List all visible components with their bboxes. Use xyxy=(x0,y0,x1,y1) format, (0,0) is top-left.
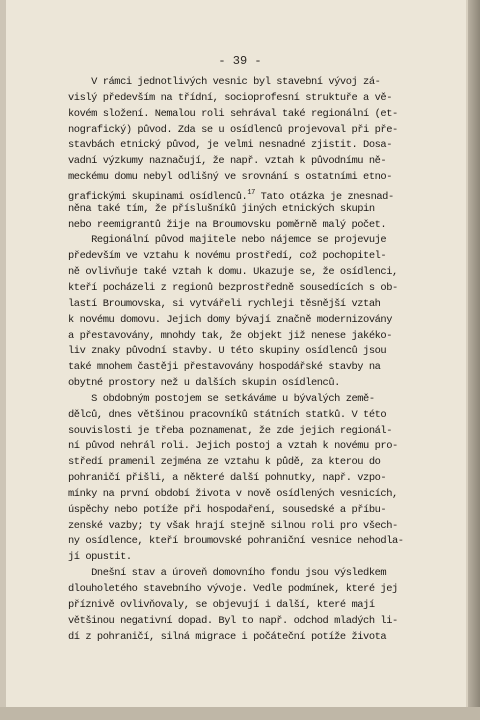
text-line: liv znaky původní stavby. U této skupiny osídlenců jsou xyxy=(68,345,387,358)
text-line: většinou negativní dopad. Byl to např. odchod mladých li- xyxy=(68,614,398,627)
text-line: dí z pohraničí, silná migrace i počáteční potíže života xyxy=(68,630,387,643)
text-line: meckému domu nebyl odlišný ve srovnání s ostatními etno- xyxy=(68,171,392,184)
text-line: nebo reemigrantů žije na Broumovsku poměrně malý počet. xyxy=(68,218,387,231)
text-line: ní původ nehrál roli. Jejich postoj a vztah k novému pro- xyxy=(68,440,398,453)
text-line: nografický) původ. Zda se u osídlenců projevoval při pře- xyxy=(68,123,398,136)
text-line: souvislosti je třeba poznamenat, že zde jejich regionál- xyxy=(68,424,392,437)
text-line: především ve vztahu k novému prostředí, což pochopitel- xyxy=(68,250,387,263)
text-line: úspěchy nebo potíže při hospodaření, sousedské a příbu- xyxy=(68,503,387,516)
text-line: grafickými skupinami osídlenců.$^{17}$ Tato otázka je znesnad- xyxy=(68,188,394,203)
text-line: ny osídlence, kteří broumovské pohraniční vesnice nehodla- xyxy=(68,535,404,548)
text-line: dělců, dnes většinou pracovníků státních statků. V této xyxy=(68,408,387,421)
text-line: k novému domovu. Jejich domy bývají značně modernizovány xyxy=(68,313,392,326)
text-line: dlouholetého stavebního vývoje. Vedle podmínek, které jej xyxy=(68,583,398,595)
page-bottom-edge xyxy=(0,707,480,720)
text-line: Dnešní stav a úroveň domovního fondu jsou výsledkem xyxy=(68,567,387,580)
text-line: a přestavovány, mnohdy tak, že objekt již nenese jakéko- xyxy=(68,329,392,342)
text-line: stavbách etnický původ, je velmi nesnadné zjistit. Dosa- xyxy=(68,139,392,152)
text-line: pohraničí přišli, a některé další pohnutky, např. vzpo- xyxy=(68,472,387,485)
page-edge-shadow xyxy=(468,0,480,720)
text-line: zenské vazby; ty však hrají stejně silnou roli pro všech- xyxy=(68,519,398,532)
text-line: kteří pocházeli z regionů bezprostředně sousedících s ob- xyxy=(68,281,398,294)
text-line: S obdobným postojem se setkáváme u bývalých země- xyxy=(68,392,375,405)
text-line: V rámci jednotlivých vesnic byl stavební vývoj zá- xyxy=(68,76,381,88)
page-number: - 39 - xyxy=(218,54,262,68)
text-line: lastí Broumovska, si vytvářeli rychleji těsnější vztah xyxy=(68,297,381,310)
text-line: něna také tím, že příslušníků jiných etnických skupin xyxy=(68,202,375,215)
text-line: Regionální původ majitele nebo nájemce se projevuje xyxy=(68,234,387,247)
footnote-ref: 17 xyxy=(247,188,255,197)
text-line: mínky na první období života v nově osídlených vesnicích, xyxy=(68,487,398,500)
text-line: také mnohem častěji přestavovány hospodářské stavby na xyxy=(68,361,381,374)
text-line: obytné prostory než u dalších skupin osídlenců. xyxy=(68,377,340,390)
text-line: kovém složení. Nemalou roli sehrával také regionální (et- xyxy=(68,107,398,120)
text-line: vislý především na třídní, socioprofesní struktuře a vě- xyxy=(68,91,392,104)
text-line: ně ovlivňuje také vztah k domu. Ukazuje se, že osídlenci, xyxy=(68,266,398,279)
text-line: vadní výzkumy naznačují, že např. vztah k původnímu ně- xyxy=(68,155,387,168)
text-line: jí opustit. xyxy=(68,551,132,564)
text-line: středí pramenil zejména ze vztahu k půdě, za kterou do xyxy=(68,456,381,469)
body-text xyxy=(68,75,448,645)
text-line: příznivě ovlivňovaly, se objevují i další, které mají xyxy=(68,598,375,611)
